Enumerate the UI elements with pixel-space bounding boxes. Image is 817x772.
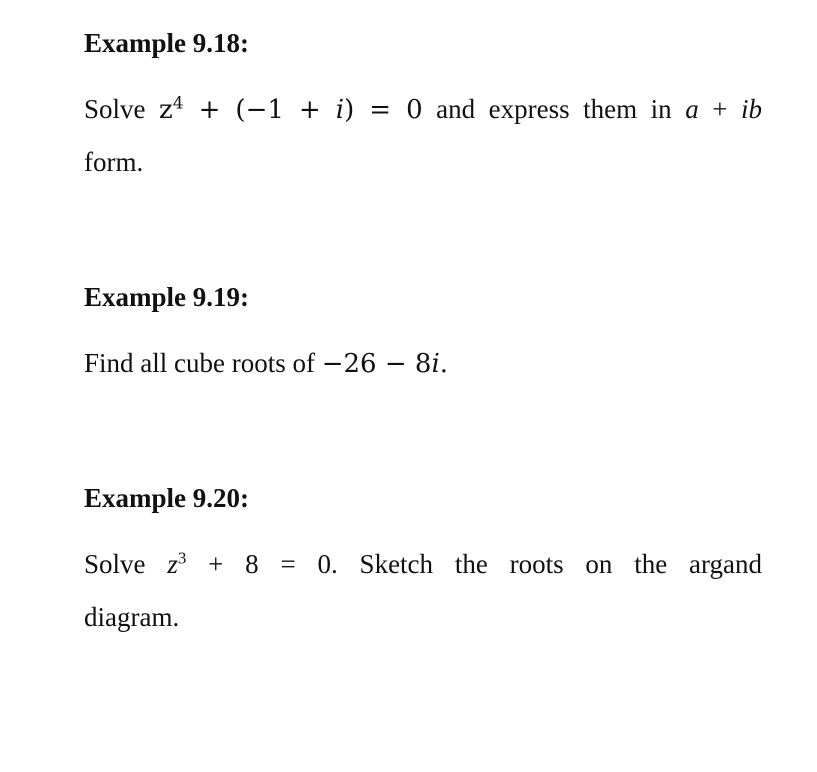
problem-line: Solve $z^4 + (-1 + i) = 0$ and express them in a + ib	[84, 93, 762, 125]
problem-line: Solve $z^3 + 8 = 0$. Sketch the roots on the argand	[84, 548, 762, 579]
example-heading-9-20: Example 9.20:	[84, 483, 249, 513]
equation: $z^3 + 8 = 0$.	[167, 548, 338, 579]
equation: −26 − 8i.	[321, 349, 449, 379]
equation: $z^4 + (-1 + i) = 0$	[159, 93, 423, 125]
problem-line: Find all cube roots of −26 − 8i.	[84, 348, 449, 379]
problem-line: diagram.	[84, 602, 180, 632]
example-heading-9-18: Example 9.18:	[84, 28, 249, 58]
example-heading-9-19: Example 9.19:	[84, 282, 249, 312]
problem-line: form.	[84, 147, 144, 177]
